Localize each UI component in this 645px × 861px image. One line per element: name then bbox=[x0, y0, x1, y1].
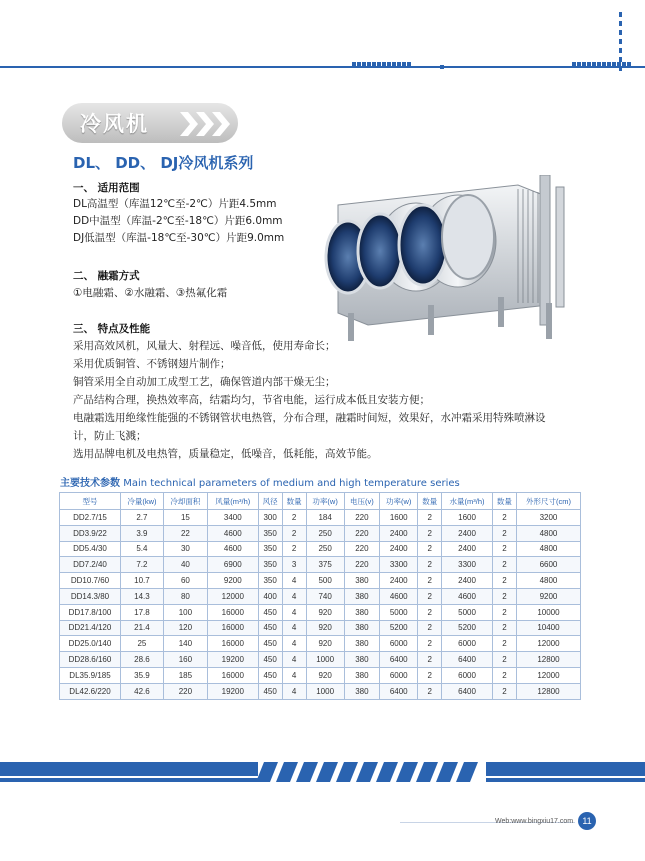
header-dot bbox=[407, 62, 411, 67]
table-cell: 4800 bbox=[516, 525, 580, 541]
table-cell: 4600 bbox=[442, 588, 493, 604]
table-cell: DD3.9/22 bbox=[60, 525, 121, 541]
table-cell: 4600 bbox=[207, 525, 258, 541]
table-cell: 380 bbox=[344, 636, 380, 652]
table-cell: 2 bbox=[418, 510, 442, 526]
side-dot bbox=[619, 48, 622, 53]
table-cell: DD25.0/140 bbox=[60, 636, 121, 652]
table-header-cell: 数量 bbox=[418, 493, 442, 510]
side-dot bbox=[619, 12, 622, 17]
table-cell: 25 bbox=[120, 636, 163, 652]
table-title-cn: 主要技术参数 bbox=[60, 478, 120, 489]
table-cell: 10400 bbox=[516, 620, 580, 636]
table-cell: 4 bbox=[282, 652, 306, 668]
table-cell: 2 bbox=[492, 541, 516, 557]
header-dots bbox=[352, 62, 411, 67]
table-row bbox=[60, 636, 581, 652]
table-cell: 920 bbox=[306, 604, 344, 620]
header-dot bbox=[622, 62, 626, 67]
scope-line: DD中温型（库温-2℃至-18℃）片距6.0mm bbox=[73, 215, 283, 227]
table-cell: 3.9 bbox=[120, 525, 163, 541]
page-number: 11 bbox=[578, 812, 596, 830]
spec-table bbox=[59, 492, 581, 700]
table-header-cell: 功率(w) bbox=[380, 493, 418, 510]
table-cell: 3300 bbox=[380, 557, 418, 573]
table-cell: 6400 bbox=[442, 652, 493, 668]
table-header-cell: 数量 bbox=[492, 493, 516, 510]
table-header-cell: 冷量(kw) bbox=[120, 493, 163, 510]
side-dot bbox=[619, 57, 622, 62]
table-cell: 2400 bbox=[380, 541, 418, 557]
header-dot bbox=[357, 62, 361, 67]
table-cell: 2 bbox=[492, 636, 516, 652]
table-header-cell: 型号 bbox=[60, 493, 121, 510]
table-cell: DD21.4/120 bbox=[60, 620, 121, 636]
table-cell: 2 bbox=[492, 525, 516, 541]
table-cell: 1600 bbox=[442, 510, 493, 526]
table-cell: 450 bbox=[258, 652, 282, 668]
table-cell: 250 bbox=[306, 525, 344, 541]
table-cell: 3400 bbox=[207, 510, 258, 526]
table-cell: 12800 bbox=[516, 683, 580, 699]
table-cell: 5000 bbox=[442, 604, 493, 620]
table-cell: 19200 bbox=[207, 652, 258, 668]
table-cell: 375 bbox=[306, 557, 344, 573]
scope-line: DL高温型（库温12℃至-2℃）片距4.5mm bbox=[73, 198, 277, 210]
table-cell: 4 bbox=[282, 573, 306, 589]
table-cell: 2 bbox=[418, 604, 442, 620]
table-cell: 220 bbox=[163, 683, 207, 699]
footer-url: Web:www.bingxiu17.com bbox=[495, 818, 574, 825]
table-row bbox=[60, 557, 581, 573]
table-cell: 16000 bbox=[207, 620, 258, 636]
table-cell: 185 bbox=[163, 667, 207, 683]
side-dot bbox=[619, 30, 622, 35]
table-cell: DD14.3/80 bbox=[60, 588, 121, 604]
table-cell: 350 bbox=[258, 557, 282, 573]
feature-line: 计，防止飞溅； bbox=[73, 430, 147, 442]
table-row bbox=[60, 510, 581, 526]
table-title-en: Main technical parameters of medium and high temperature series bbox=[123, 478, 460, 489]
table-cell: 2400 bbox=[442, 573, 493, 589]
table-cell: 1000 bbox=[306, 652, 344, 668]
table-cell: DD17.8/100 bbox=[60, 604, 121, 620]
table-cell: DD5.4/30 bbox=[60, 541, 121, 557]
table-cell: 6400 bbox=[380, 683, 418, 699]
header-mark bbox=[440, 65, 444, 69]
table-cell: 6600 bbox=[516, 557, 580, 573]
table-cell: 2400 bbox=[442, 541, 493, 557]
table-cell: 16000 bbox=[207, 636, 258, 652]
header-dot bbox=[577, 62, 581, 67]
table-cell: 2 bbox=[492, 604, 516, 620]
header-dot bbox=[582, 62, 586, 67]
table-row bbox=[60, 525, 581, 541]
side-dots bbox=[619, 12, 622, 71]
table-cell: 15 bbox=[163, 510, 207, 526]
table-cell: 4 bbox=[282, 604, 306, 620]
table-cell: 35.9 bbox=[120, 667, 163, 683]
table-cell: 380 bbox=[344, 667, 380, 683]
table-cell: DD7.2/40 bbox=[60, 557, 121, 573]
table-cell: 350 bbox=[258, 525, 282, 541]
table-cell: 80 bbox=[163, 588, 207, 604]
table-cell: 500 bbox=[306, 573, 344, 589]
header-dot bbox=[377, 62, 381, 67]
table-row bbox=[60, 652, 581, 668]
table-cell: 4 bbox=[282, 620, 306, 636]
header-dot bbox=[372, 62, 376, 67]
header-dot bbox=[392, 62, 396, 67]
air-cooler-image bbox=[318, 175, 580, 345]
table-cell: 1600 bbox=[380, 510, 418, 526]
header-dot bbox=[382, 62, 386, 67]
table-cell: 5000 bbox=[380, 604, 418, 620]
side-dot bbox=[619, 66, 622, 71]
feature-line: 选用品牌电机及电热管，质量稳定，低噪音，低耗能，高效节能。 bbox=[73, 448, 378, 460]
table-cell: 2 bbox=[492, 683, 516, 699]
table-cell: 6400 bbox=[442, 683, 493, 699]
header-dot bbox=[402, 62, 406, 67]
header-dot bbox=[362, 62, 366, 67]
table-cell: 400 bbox=[258, 588, 282, 604]
header-dot bbox=[627, 62, 631, 67]
table-cell: 2 bbox=[282, 525, 306, 541]
table-header-cell: 功率(w) bbox=[306, 493, 344, 510]
section-heading-scope: 一、 适用范围 bbox=[73, 182, 140, 194]
table-cell: 6900 bbox=[207, 557, 258, 573]
table-cell: 4600 bbox=[207, 541, 258, 557]
table-cell: 2400 bbox=[380, 525, 418, 541]
table-cell: 2 bbox=[492, 667, 516, 683]
table-row bbox=[60, 573, 581, 589]
series-title: DL、 DD、 DJ冷风机系列 bbox=[73, 154, 254, 172]
table-header-cell: 风径 bbox=[258, 493, 282, 510]
table-cell: 450 bbox=[258, 604, 282, 620]
table-cell: 19200 bbox=[207, 683, 258, 699]
table-cell: 12800 bbox=[516, 652, 580, 668]
table-cell: 10000 bbox=[516, 604, 580, 620]
table-cell: 4800 bbox=[516, 541, 580, 557]
table-cell: 1000 bbox=[306, 683, 344, 699]
table-cell: 2 bbox=[282, 510, 306, 526]
table-cell: 450 bbox=[258, 667, 282, 683]
page-title: 冷风机 bbox=[80, 112, 149, 136]
table-cell: 60 bbox=[163, 573, 207, 589]
table-cell: 3200 bbox=[516, 510, 580, 526]
table-cell: 5200 bbox=[380, 620, 418, 636]
table-cell: DL35.9/185 bbox=[60, 667, 121, 683]
table-cell: 350 bbox=[258, 573, 282, 589]
table-cell: 12000 bbox=[516, 636, 580, 652]
table-cell: 380 bbox=[344, 683, 380, 699]
table-cell: 2 bbox=[492, 620, 516, 636]
table-cell: DL42.6/220 bbox=[60, 683, 121, 699]
table-cell: DD28.6/160 bbox=[60, 652, 121, 668]
table-cell: 220 bbox=[344, 557, 380, 573]
table-cell: 450 bbox=[258, 620, 282, 636]
table-cell: 2 bbox=[418, 652, 442, 668]
table-cell: 2 bbox=[418, 667, 442, 683]
table-row bbox=[60, 620, 581, 636]
feature-line: 电融霜选用绝缘性能强的不锈钢管状电热管，分布合理，融霜时间短，效果好，水冲霜采用特殊喷淋设 bbox=[73, 412, 546, 424]
table-cell: 5200 bbox=[442, 620, 493, 636]
table-cell: 160 bbox=[163, 652, 207, 668]
table-row bbox=[60, 683, 581, 699]
table-cell: 42.6 bbox=[120, 683, 163, 699]
header-dot bbox=[367, 62, 371, 67]
header-dot bbox=[607, 62, 611, 67]
table-cell: DD2.7/15 bbox=[60, 510, 121, 526]
table-cell: 9200 bbox=[516, 588, 580, 604]
header-dot bbox=[592, 62, 596, 67]
table-cell: 2 bbox=[418, 525, 442, 541]
table-cell: 12000 bbox=[207, 588, 258, 604]
table-cell: 3 bbox=[282, 557, 306, 573]
table-cell: 16000 bbox=[207, 667, 258, 683]
table-cell: 2 bbox=[418, 683, 442, 699]
table-cell: 28.6 bbox=[120, 652, 163, 668]
header-dot bbox=[587, 62, 591, 67]
table-cell: 184 bbox=[306, 510, 344, 526]
table-cell: 450 bbox=[258, 683, 282, 699]
table-row bbox=[60, 588, 581, 604]
table-cell: 3300 bbox=[442, 557, 493, 573]
table-cell: 14.3 bbox=[120, 588, 163, 604]
table-cell: 380 bbox=[344, 652, 380, 668]
table-cell: 380 bbox=[344, 588, 380, 604]
table-cell: 4 bbox=[282, 588, 306, 604]
section-heading-defrost: 二、 融霜方式 bbox=[73, 270, 140, 282]
table-cell: 2400 bbox=[380, 573, 418, 589]
footer-stripe bbox=[0, 762, 645, 782]
header-dot bbox=[352, 62, 356, 67]
feature-line: 铜管采用全自动加工成型工艺，确保管道内部干燥无尘； bbox=[73, 376, 336, 388]
defrost-line: ①电融霜、②水融霜、③热氟化霜 bbox=[73, 287, 228, 299]
table-cell: 4600 bbox=[380, 588, 418, 604]
table-cell: 380 bbox=[344, 573, 380, 589]
header-dot bbox=[602, 62, 606, 67]
chevron-right-icon bbox=[180, 110, 236, 138]
table-cell: 2 bbox=[492, 588, 516, 604]
table-cell: 4 bbox=[282, 667, 306, 683]
table-cell: 4 bbox=[282, 683, 306, 699]
table-cell: 16000 bbox=[207, 604, 258, 620]
table-cell: 6000 bbox=[442, 667, 493, 683]
table-cell: 21.4 bbox=[120, 620, 163, 636]
table-cell: 300 bbox=[258, 510, 282, 526]
table-cell: 2 bbox=[418, 573, 442, 589]
table-cell: 450 bbox=[258, 636, 282, 652]
table-cell: 2.7 bbox=[120, 510, 163, 526]
table-row bbox=[60, 541, 581, 557]
table-cell: 4800 bbox=[516, 573, 580, 589]
section-heading-features: 三、 特点及性能 bbox=[73, 323, 151, 335]
table-cell: 250 bbox=[306, 541, 344, 557]
table-cell: 2 bbox=[418, 620, 442, 636]
table-cell: 2 bbox=[418, 557, 442, 573]
table-row bbox=[60, 667, 581, 683]
side-dot bbox=[619, 21, 622, 26]
table-cell: 100 bbox=[163, 604, 207, 620]
table-cell: 2 bbox=[492, 573, 516, 589]
table-cell: 30 bbox=[163, 541, 207, 557]
header-dot bbox=[612, 62, 616, 67]
table-cell: 7.2 bbox=[120, 557, 163, 573]
feature-line: 产品结构合理，换热效率高，结霜均匀，节省电能，运行成本低且安装方便； bbox=[73, 394, 430, 406]
table-cell: 6000 bbox=[380, 667, 418, 683]
table-cell: 220 bbox=[344, 510, 380, 526]
table-header-cell: 冷却面积 bbox=[163, 493, 207, 510]
side-dot bbox=[619, 39, 622, 44]
header-dots-right bbox=[572, 62, 631, 67]
table-cell: 380 bbox=[344, 604, 380, 620]
scope-line: DJ低温型（库温-18℃至-30℃）片距9.0mm bbox=[73, 232, 285, 244]
table-cell: 120 bbox=[163, 620, 207, 636]
table-header-cell: 风量(m³/h) bbox=[207, 493, 258, 510]
table-cell: 22 bbox=[163, 525, 207, 541]
table-header-cell: 数量 bbox=[282, 493, 306, 510]
table-cell: 740 bbox=[306, 588, 344, 604]
table-cell: 350 bbox=[258, 541, 282, 557]
table-body bbox=[60, 510, 581, 700]
table-cell: 920 bbox=[306, 636, 344, 652]
table-cell: 220 bbox=[344, 525, 380, 541]
table-cell: 920 bbox=[306, 667, 344, 683]
table-cell: 2 bbox=[492, 652, 516, 668]
table-header-cell: 水量(m³/h) bbox=[442, 493, 493, 510]
header-dot bbox=[387, 62, 391, 67]
table-cell: 2400 bbox=[442, 525, 493, 541]
table-cell: 40 bbox=[163, 557, 207, 573]
header-dot bbox=[597, 62, 601, 67]
header-dot bbox=[397, 62, 401, 67]
feature-line: 采用高效风机，风量大、射程远、噪音低，使用寿命长； bbox=[73, 340, 336, 352]
table-cell: 6400 bbox=[380, 652, 418, 668]
table-cell: 220 bbox=[344, 541, 380, 557]
table-header-cell: 电压(v) bbox=[344, 493, 380, 510]
table-cell: 9200 bbox=[207, 573, 258, 589]
table-cell: 12000 bbox=[516, 667, 580, 683]
table-cell: 380 bbox=[344, 620, 380, 636]
table-cell: DD10.7/60 bbox=[60, 573, 121, 589]
table-header-cell: 外形尺寸(cm) bbox=[516, 493, 580, 510]
table-cell: 5.4 bbox=[120, 541, 163, 557]
table-cell: 6000 bbox=[380, 636, 418, 652]
table-row bbox=[60, 604, 581, 620]
table-cell: 6000 bbox=[442, 636, 493, 652]
feature-line: 采用优质铜管、不锈钢翅片制作； bbox=[73, 358, 231, 370]
table-title bbox=[60, 474, 460, 489]
table-cell: 4 bbox=[282, 636, 306, 652]
table-cell: 2 bbox=[492, 510, 516, 526]
header-rule bbox=[0, 66, 645, 68]
header-dot bbox=[572, 62, 576, 67]
table-cell: 2 bbox=[418, 636, 442, 652]
table-cell: 10.7 bbox=[120, 573, 163, 589]
table-cell: 920 bbox=[306, 620, 344, 636]
table-cell: 140 bbox=[163, 636, 207, 652]
table-cell: 17.8 bbox=[120, 604, 163, 620]
table-cell: 2 bbox=[418, 588, 442, 604]
table-header-row bbox=[60, 493, 581, 510]
table-cell: 2 bbox=[492, 557, 516, 573]
table-cell: 2 bbox=[282, 541, 306, 557]
table-cell: 2 bbox=[418, 541, 442, 557]
